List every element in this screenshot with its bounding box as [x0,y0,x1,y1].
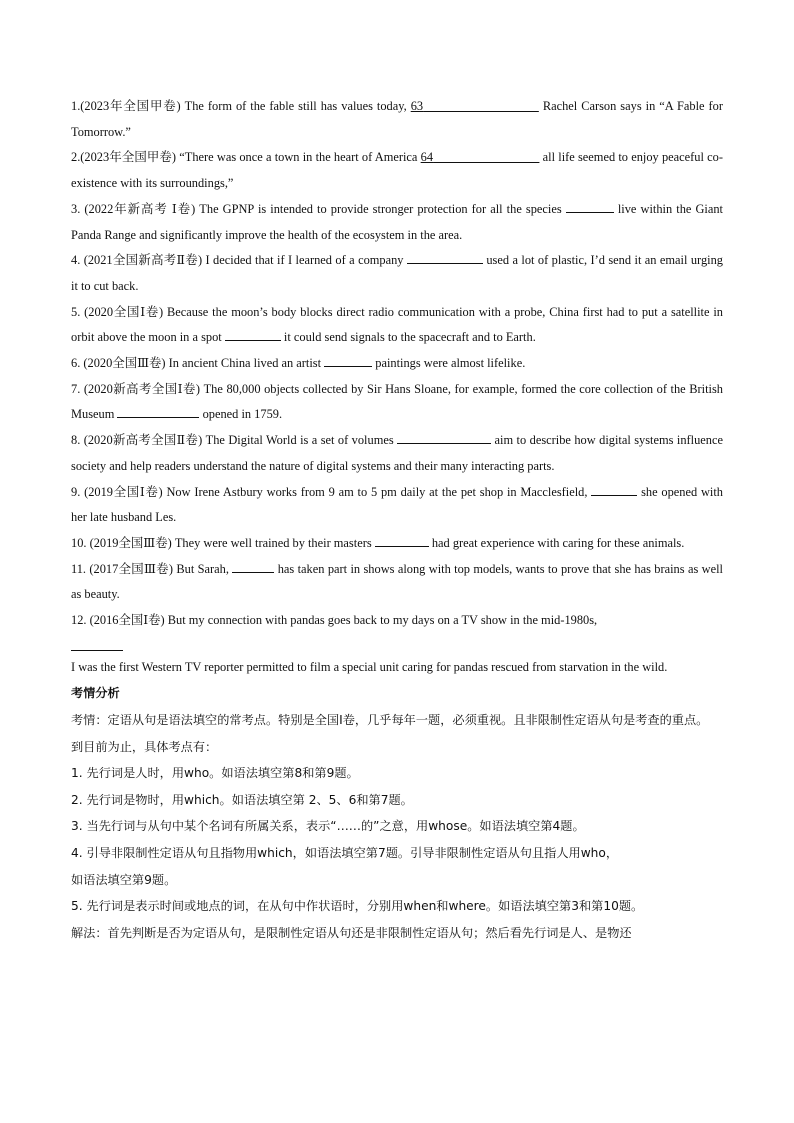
analysis-heading: 考情分析 [71,686,120,701]
analysis-point: 3. 当先行词与从句中某个名词有所属关系，表示“……的”之意，用whose。如语法填空第4题。 [71,819,585,834]
question-12-continued: I was the first Western TV reporter permitted to film a special unit caring for pandas rescued from starvation in the wild. [71,659,668,674]
analysis-point: 2. 先行词是物时，用which。如语法填空第 2、5、6和第7题。 [71,792,413,807]
analysis-intro: 考情：定语从句是语法填空的常考点。特别是全国Ⅰ卷，几乎每年一题，必须重视。且非限制性定语从句是考查的重点。 [71,713,709,728]
analysis-point: 4. 引导非限制性定语从句且指物用which，如语法填空第7题。引导非限制性定语从句且指人用who， [71,846,619,861]
answer-blank[interactable] [397,430,491,444]
question-3: 3. (2022年新高考 Ⅰ卷) The GPNP is intended to provide stronger protection for all the species live within the Giant Panda Range and significantly improve the health of the ecosystem in the area. [71,197,723,248]
question-4: 4. (2021全国新高考Ⅱ卷) I decided that if I learned of a company used a lot of plastic, I’d send it an email urging it to cut back. [71,248,723,299]
answer-blank[interactable] [407,250,483,264]
question-5: 5. (2020全国Ⅰ卷) Because the moon’s body blocks direct radio communication with a probe, China first had to put a satellite in orbit above the moon in a spot it could send signals to the spacecraft and to Earth. [71,304,723,345]
analysis-point: 1. 先行词是人时，用who。如语法填空第8和第9题。 [71,766,359,781]
question-1: 1.(2023年全国甲卷) The form of the fable still has values today, 63 Rachel Carson says in “A Fable for Tomorrow.” [71,99,723,139]
analysis-subheading: 到目前为止，具体考点有： [71,739,218,754]
answer-blank[interactable] [117,404,199,418]
question-7: 7. (2020新高考全国Ⅰ卷) The 80,000 objects collected by Sir Hans Sloane, for example, formed the core collection of the British Museum opened in 1759. [71,381,723,422]
answer-blank[interactable]: 64 [420,150,434,165]
question-2: 2.(2023年全国甲卷) “There was once a town in the heart of America 64 all life seemed to enjoy peaceful co-existence with its surroundings,” [71,150,723,191]
analysis-point: 5. 先行词是表示时间或地点的词，在从句中作状语时，分别用when和where。如语法填空第3和第10题。 [71,899,644,914]
answer-blank[interactable] [71,634,123,651]
analysis-method: 解法：首先判断是否为定语从句，是限制性定语从句还是非限制性定语从句；然后看先行词是人、是物还 [71,925,632,940]
question-6: 6. (2020全国Ⅲ卷) In ancient China lived an artist paintings were almost lifelike. [71,351,723,377]
question-9: 9. (2019全国Ⅰ卷) Now Irene Astbury works from 9 am to 5 pm daily at the pet shop in Macclesfield, she opened with her late husband Les. [71,480,723,531]
analysis-point: 如语法填空第9题。 [71,872,177,887]
answer-blank[interactable]: 63 [410,99,424,113]
answer-blank[interactable] [375,533,429,547]
question-10: 10. (2019全国Ⅲ卷) They were well trained by their masters had great experience with caring for these animals. [71,531,723,557]
question-12: 12. (2016全国Ⅰ卷) But my connection with pandas goes back to my days on a TV show in the mid-1980s, [71,613,598,628]
answer-blank[interactable] [225,327,281,341]
question-8: 8. (2020新高考全国Ⅱ卷) The Digital World is a set of volumes aim to describe how digital systems influence society and help readers understand the nature of digital systems and their many interacting parts. [71,428,723,479]
document-page [71,94,723,946]
answer-blank[interactable] [566,199,614,213]
answer-blank[interactable] [232,559,274,573]
answer-blank[interactable] [324,353,372,367]
answer-blank[interactable] [591,482,637,496]
question-11: 11. (2017全国Ⅲ卷) But Sarah, has taken part in shows along with top models, wants to prove that she has brains as well as beauty. [71,557,723,608]
